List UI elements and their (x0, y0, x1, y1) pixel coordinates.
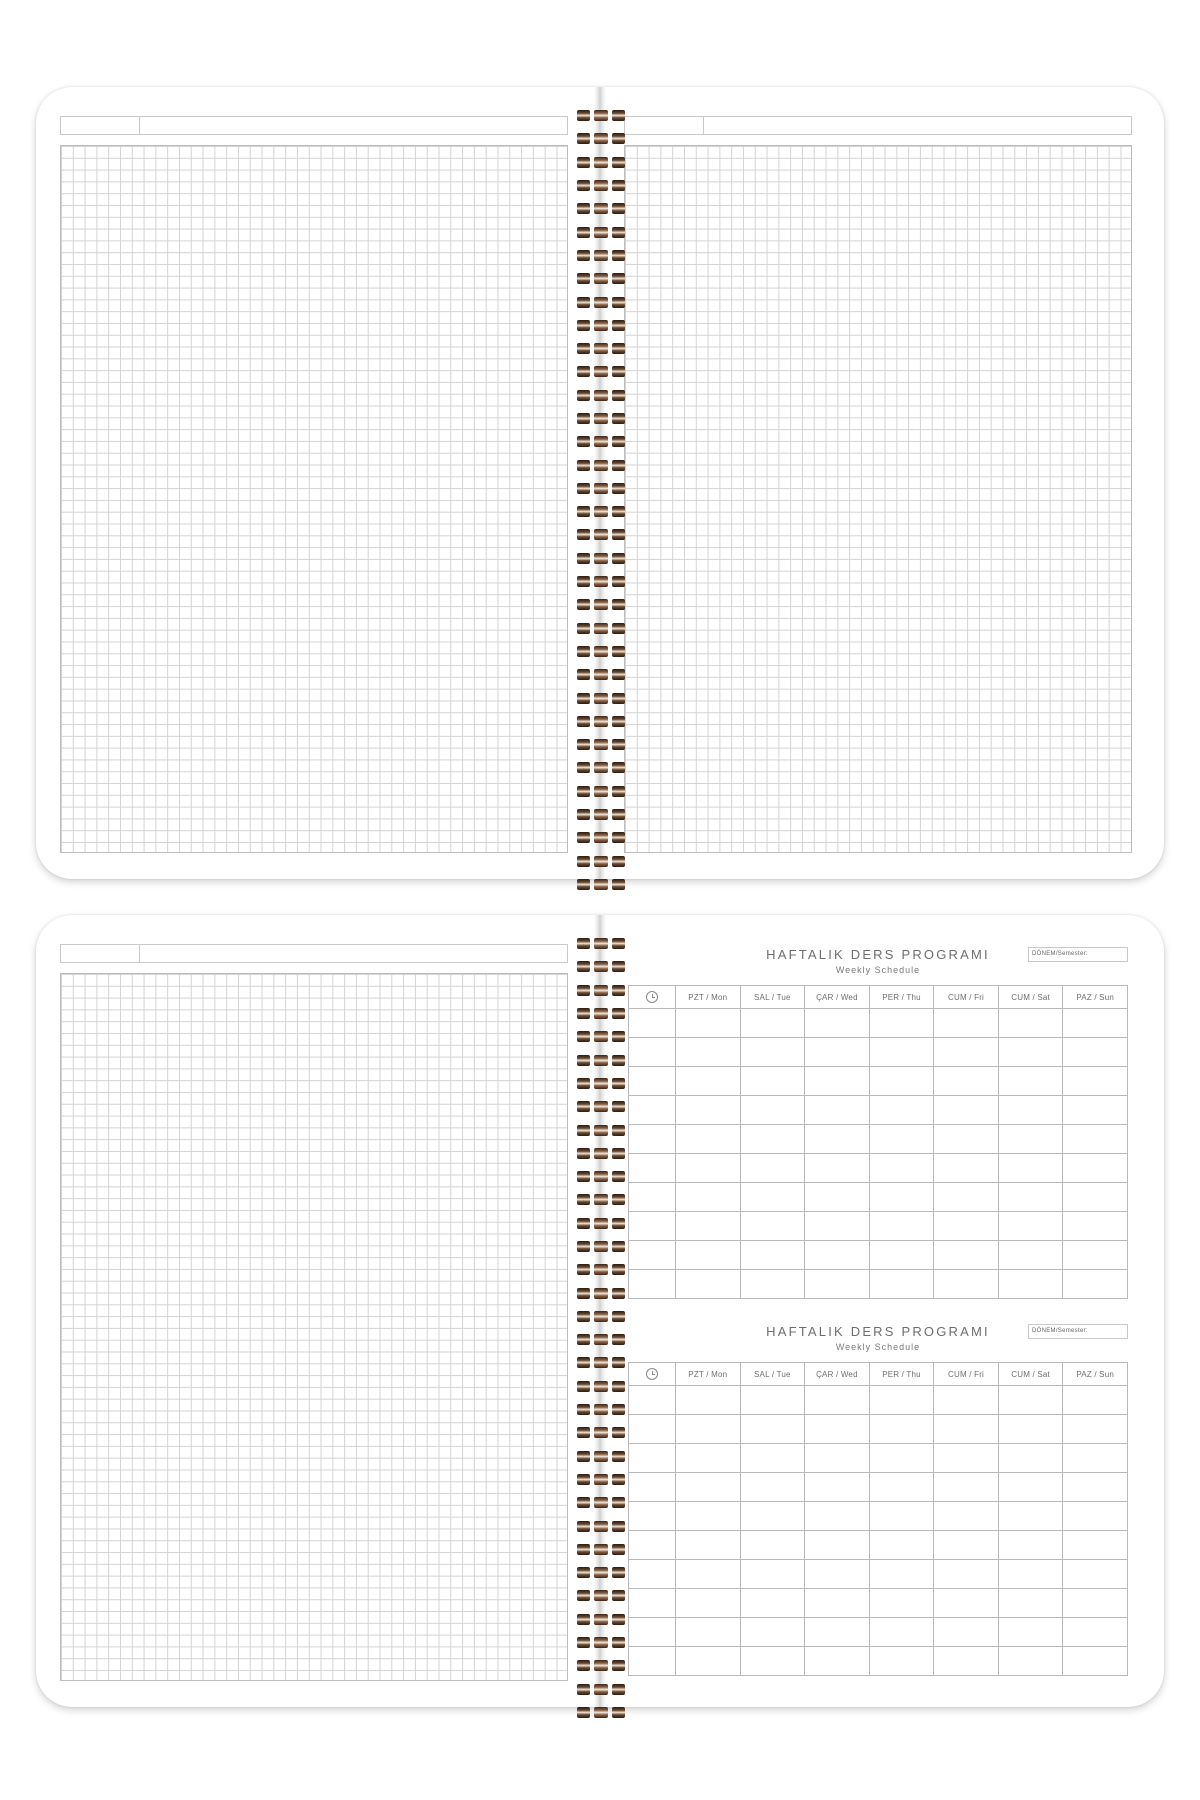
schedule-cell (805, 1473, 870, 1502)
spiral-ring (577, 1235, 625, 1258)
schedule-cell (740, 1038, 805, 1067)
schedule-row (629, 1212, 1128, 1241)
schedule-cell (869, 1212, 934, 1241)
right-page-schedule (600, 915, 1164, 1707)
schedule-subtitle: Weekly Schedule (835, 965, 921, 975)
schedule-cell (998, 1241, 1063, 1270)
schedule-cell (934, 1212, 999, 1241)
spiral-ring (577, 267, 625, 290)
schedule-cell (998, 1386, 1063, 1415)
spiral-ring (577, 1491, 625, 1514)
date-title-header-box (60, 116, 568, 135)
spiral-ring (577, 1398, 625, 1421)
schedule-cell (676, 1067, 741, 1096)
schedule-row (629, 1183, 1128, 1212)
day-column-header: CUM / Sat (998, 986, 1063, 1009)
schedule-cell (676, 1444, 741, 1473)
spiral-ring (577, 1305, 625, 1328)
schedule-cell (934, 1038, 999, 1067)
schedule-row (629, 1067, 1128, 1096)
schedule-row (629, 1560, 1128, 1589)
semester-field: DÖNEM/Semester: (1028, 947, 1128, 962)
schedule-cell (934, 1560, 999, 1589)
schedule-cell (1063, 1473, 1128, 1502)
weekly-schedule (628, 945, 1128, 1002)
schedule-cell (869, 1502, 934, 1531)
schedule-cell (740, 1009, 805, 1038)
schedule-cell (805, 1560, 870, 1589)
spiral-ring (577, 1142, 625, 1165)
spiral-ring (577, 453, 625, 476)
spiral-ring (577, 979, 625, 1002)
schedule-cell (629, 1560, 676, 1589)
schedule-cell (805, 1183, 870, 1212)
schedule-cell (805, 1067, 870, 1096)
schedule-cell (934, 1241, 999, 1270)
schedule-table (628, 1362, 1128, 1676)
spiral-binding (577, 104, 625, 896)
spiral-ring (577, 547, 625, 570)
right-page-grid (600, 87, 1164, 879)
schedule-cell (1063, 1415, 1128, 1444)
schedule-cell (1063, 1589, 1128, 1618)
spiral-ring (577, 1445, 625, 1468)
day-column-header: PAZ / Sun (1063, 1363, 1128, 1386)
spiral-ring (577, 337, 625, 360)
schedule-cell (629, 1241, 676, 1270)
schedule-cell (629, 1125, 676, 1154)
spiral-ring (577, 1095, 625, 1118)
clock-icon (646, 991, 658, 1003)
schedule-row (629, 1038, 1128, 1067)
schedule-cell (998, 1212, 1063, 1241)
schedule-cell (676, 1241, 741, 1270)
spiral-ring (577, 104, 625, 127)
square-grid (60, 973, 568, 1681)
schedule-cell (676, 1560, 741, 1589)
schedule-cell (998, 1444, 1063, 1473)
spiral-ring (577, 1375, 625, 1398)
spiral-ring (577, 686, 625, 709)
schedule-cell (676, 1096, 741, 1125)
schedule-cell (740, 1241, 805, 1270)
schedule-cell (869, 1270, 934, 1299)
spiral-ring (577, 1608, 625, 1631)
schedule-row (629, 1647, 1128, 1676)
spiral-ring (577, 1212, 625, 1235)
spiral-ring (577, 384, 625, 407)
spiral-ring (577, 430, 625, 453)
schedule-cell (998, 1618, 1063, 1647)
spiral-ring (577, 1118, 625, 1141)
spiral-ring (577, 360, 625, 383)
spiral-ring (577, 1002, 625, 1025)
spiral-ring (577, 1421, 625, 1444)
schedule-cell (934, 1386, 999, 1415)
schedule-cell (676, 1125, 741, 1154)
spiral-ring (577, 1048, 625, 1071)
schedule-cell (869, 1009, 934, 1038)
weekly-schedule (628, 1322, 1128, 1379)
spiral-ring (577, 127, 625, 150)
schedule-cell (629, 1386, 676, 1415)
schedule-cell (934, 1415, 999, 1444)
spiral-ring (577, 1701, 625, 1724)
schedule-cell (629, 1270, 676, 1299)
spiral-ring (577, 1678, 625, 1701)
schedule-cell (805, 1125, 870, 1154)
schedule-cell (629, 1473, 676, 1502)
schedule-cell (740, 1444, 805, 1473)
schedule-cell (740, 1154, 805, 1183)
schedule-cell (629, 1154, 676, 1183)
date-title-header-box (60, 944, 568, 963)
day-column-header: PZT / Mon (676, 986, 741, 1009)
schedule-cell (805, 1589, 870, 1618)
schedule-cell (740, 1531, 805, 1560)
schedule-cell (740, 1502, 805, 1531)
schedule-cell (869, 1125, 934, 1154)
schedule-row (629, 1096, 1128, 1125)
left-page-grid (36, 915, 600, 1707)
schedule-cell (1063, 1125, 1128, 1154)
day-column-header: CUM / Fri (934, 986, 999, 1009)
schedule-cell (934, 1154, 999, 1183)
schedule-cell (998, 1154, 1063, 1183)
day-column-header: PER / Thu (869, 986, 934, 1009)
schedule-cell (869, 1183, 934, 1212)
schedule-cell (869, 1444, 934, 1473)
schedule-cell (869, 1589, 934, 1618)
schedule-cell (869, 1386, 934, 1415)
schedule-cell (1063, 1067, 1128, 1096)
square-grid (624, 145, 1132, 853)
schedule-cell (805, 1647, 870, 1676)
spiral-ring (577, 1538, 625, 1561)
spiral-ring (577, 1654, 625, 1677)
schedule-cell (740, 1618, 805, 1647)
schedule-cell (998, 1009, 1063, 1038)
schedule-cell (676, 1212, 741, 1241)
schedule-cell (629, 1589, 676, 1618)
schedule-cell (1063, 1096, 1128, 1125)
schedule-cell (934, 1531, 999, 1560)
schedule-cell (998, 1125, 1063, 1154)
schedule-cell (740, 1212, 805, 1241)
schedule-cell (934, 1647, 999, 1676)
schedule-header (628, 1322, 1128, 1362)
schedule-cell (1063, 1241, 1128, 1270)
schedule-cell (1063, 1618, 1128, 1647)
schedule-cell (1063, 1212, 1128, 1241)
schedule-cell (805, 1038, 870, 1067)
schedule-cell (629, 1415, 676, 1444)
schedule-cell (869, 1038, 934, 1067)
schedule-cell (1063, 1386, 1128, 1415)
spiral-ring (577, 663, 625, 686)
spiral-binding (577, 932, 625, 1724)
schedule-row (629, 1502, 1128, 1531)
day-column-header: SAL / Tue (740, 986, 805, 1009)
spiral-ring (577, 500, 625, 523)
schedule-cell (998, 1589, 1063, 1618)
spiral-ring (577, 932, 625, 955)
schedule-cell (869, 1096, 934, 1125)
day-column-header: ÇAR / Wed (805, 1363, 870, 1386)
schedule-title: HAFTALIK DERS PROGRAMI (766, 1324, 990, 1339)
spiral-ring (577, 756, 625, 779)
schedule-cell (934, 1183, 999, 1212)
spiral-ring (577, 1025, 625, 1048)
schedule-cell (869, 1473, 934, 1502)
spiral-ring (577, 314, 625, 337)
schedule-cell (740, 1125, 805, 1154)
schedule-cell (676, 1183, 741, 1212)
schedule-cell (1063, 1038, 1128, 1067)
spiral-ring (577, 570, 625, 593)
schedule-row (629, 1125, 1128, 1154)
schedule-cell (676, 1589, 741, 1618)
schedule-cell (869, 1241, 934, 1270)
schedule-cell (1063, 1154, 1128, 1183)
spiral-ring (577, 1584, 625, 1607)
schedule-cell (934, 1067, 999, 1096)
schedule-cell (934, 1009, 999, 1038)
schedule-cell (805, 1154, 870, 1183)
schedule-cell (676, 1531, 741, 1560)
schedule-cell (998, 1038, 1063, 1067)
day-column-header: PER / Thu (869, 1363, 934, 1386)
schedule-cell (1063, 1502, 1128, 1531)
schedule-header (628, 945, 1128, 985)
schedule-subtitle: Weekly Schedule (835, 1342, 921, 1352)
spiral-ring (577, 1258, 625, 1281)
schedule-cell (805, 1212, 870, 1241)
schedule-cell (1063, 1183, 1128, 1212)
schedule-cell (629, 1183, 676, 1212)
spiral-ring (577, 477, 625, 500)
schedule-cell (869, 1415, 934, 1444)
spiral-ring (577, 220, 625, 243)
schedule-cell (676, 1270, 741, 1299)
schedule-row (629, 1270, 1128, 1299)
schedule-cell (676, 1647, 741, 1676)
schedule-cell (998, 1183, 1063, 1212)
schedule-cell (629, 1212, 676, 1241)
spiral-ring (577, 197, 625, 220)
time-column-header (629, 986, 676, 1009)
schedule-cell (805, 1618, 870, 1647)
spiral-ring (577, 1631, 625, 1654)
schedule-cell (676, 1154, 741, 1183)
schedule-row (629, 1618, 1128, 1647)
schedule-row (629, 1154, 1128, 1183)
schedule-cell (934, 1618, 999, 1647)
schedule-cell (998, 1473, 1063, 1502)
schedule-cell (869, 1067, 934, 1096)
spiral-ring (577, 710, 625, 733)
spiral-ring (577, 733, 625, 756)
schedule-cell (998, 1270, 1063, 1299)
schedule-cell (629, 1618, 676, 1647)
schedule-cell (805, 1386, 870, 1415)
day-column-header: ÇAR / Wed (805, 986, 870, 1009)
schedule-cell (676, 1386, 741, 1415)
schedule-cell (740, 1270, 805, 1299)
day-column-header: CUM / Sat (998, 1363, 1063, 1386)
schedule-row (629, 1444, 1128, 1473)
schedule-cell (869, 1531, 934, 1560)
spiral-ring (577, 407, 625, 430)
schedule-cell (805, 1270, 870, 1299)
date-title-header-box (624, 116, 1132, 135)
schedule-cell (676, 1618, 741, 1647)
schedule-row (629, 1241, 1128, 1270)
schedule-cell (805, 1502, 870, 1531)
spiral-ring (577, 151, 625, 174)
spiral-ring (577, 1351, 625, 1374)
schedule-cell (629, 1647, 676, 1676)
schedule-cell (934, 1096, 999, 1125)
schedule-cell (629, 1038, 676, 1067)
schedule-cell (998, 1560, 1063, 1589)
spiral-ring (577, 174, 625, 197)
schedule-cell (676, 1502, 741, 1531)
time-column-header (629, 1363, 676, 1386)
schedule-cell (805, 1444, 870, 1473)
schedule-cell (740, 1386, 805, 1415)
schedule-cell (869, 1560, 934, 1589)
spiral-ring (577, 1468, 625, 1491)
schedule-cell (998, 1067, 1063, 1096)
schedule-cell (740, 1067, 805, 1096)
spiral-ring (577, 850, 625, 873)
spiral-ring (577, 826, 625, 849)
schedule-cell (1063, 1009, 1128, 1038)
spiral-ring (577, 640, 625, 663)
schedule-cell (1063, 1560, 1128, 1589)
spiral-ring (577, 593, 625, 616)
spiral-ring (577, 1514, 625, 1537)
spiral-ring (577, 1072, 625, 1095)
schedule-cell (676, 1473, 741, 1502)
schedule-row (629, 1009, 1128, 1038)
day-column-header: SAL / Tue (740, 1363, 805, 1386)
spiral-ring (577, 1561, 625, 1584)
schedule-cell (869, 1154, 934, 1183)
schedule-cell (629, 1009, 676, 1038)
schedule-row (629, 1531, 1128, 1560)
schedule-cell (934, 1589, 999, 1618)
schedule-cell (740, 1096, 805, 1125)
schedule-cell (998, 1096, 1063, 1125)
spiral-ring (577, 244, 625, 267)
schedule-cell (740, 1589, 805, 1618)
schedule-table (628, 985, 1128, 1299)
schedule-cell (629, 1067, 676, 1096)
spiral-ring (577, 290, 625, 313)
spiral-ring (577, 523, 625, 546)
spiral-ring (577, 780, 625, 803)
day-column-header: CUM / Fri (934, 1363, 999, 1386)
schedule-cell (740, 1560, 805, 1589)
schedule-cell (740, 1647, 805, 1676)
semester-field: DÖNEM/Semester: (1028, 1324, 1128, 1339)
schedule-cell (740, 1415, 805, 1444)
schedule-cell (805, 1096, 870, 1125)
schedule-cell (934, 1473, 999, 1502)
schedule-row (629, 1589, 1128, 1618)
schedule-cell (998, 1502, 1063, 1531)
left-page-grid (36, 87, 600, 879)
schedule-cell (1063, 1647, 1128, 1676)
schedule-cell (934, 1502, 999, 1531)
schedule-cell (998, 1415, 1063, 1444)
schedule-cell (1063, 1270, 1128, 1299)
schedule-cell (934, 1444, 999, 1473)
schedule-cell (629, 1531, 676, 1560)
schedule-cell (740, 1473, 805, 1502)
schedule-cell (1063, 1444, 1128, 1473)
schedule-cell (805, 1241, 870, 1270)
clock-icon (646, 1368, 658, 1380)
spiral-ring (577, 803, 625, 826)
spiral-ring (577, 873, 625, 896)
schedule-row (629, 1415, 1128, 1444)
schedule-cell (740, 1183, 805, 1212)
schedule-cell (805, 1531, 870, 1560)
schedule-title: HAFTALIK DERS PROGRAMI (766, 947, 990, 962)
schedule-cell (676, 1415, 741, 1444)
schedule-cell (805, 1009, 870, 1038)
schedule-cell (629, 1096, 676, 1125)
spiral-ring (577, 1188, 625, 1211)
day-column-header: PAZ / Sun (1063, 986, 1128, 1009)
schedule-cell (1063, 1531, 1128, 1560)
spiral-ring (577, 955, 625, 978)
schedule-cell (676, 1038, 741, 1067)
schedule-cell (934, 1125, 999, 1154)
schedule-cell (869, 1647, 934, 1676)
spiral-ring (577, 617, 625, 640)
schedule-cell (805, 1415, 870, 1444)
schedule-cell (869, 1618, 934, 1647)
schedule-cell (676, 1009, 741, 1038)
schedule-cell (998, 1647, 1063, 1676)
spiral-ring (577, 1328, 625, 1351)
schedule-cell (629, 1444, 676, 1473)
schedule-cell (934, 1270, 999, 1299)
spiral-ring (577, 1165, 625, 1188)
schedule-cell (629, 1502, 676, 1531)
day-column-header: PZT / Mon (676, 1363, 741, 1386)
schedule-cell (998, 1531, 1063, 1560)
schedule-row (629, 1386, 1128, 1415)
spiral-ring (577, 1281, 625, 1304)
schedule-row (629, 1473, 1128, 1502)
square-grid (60, 145, 568, 853)
